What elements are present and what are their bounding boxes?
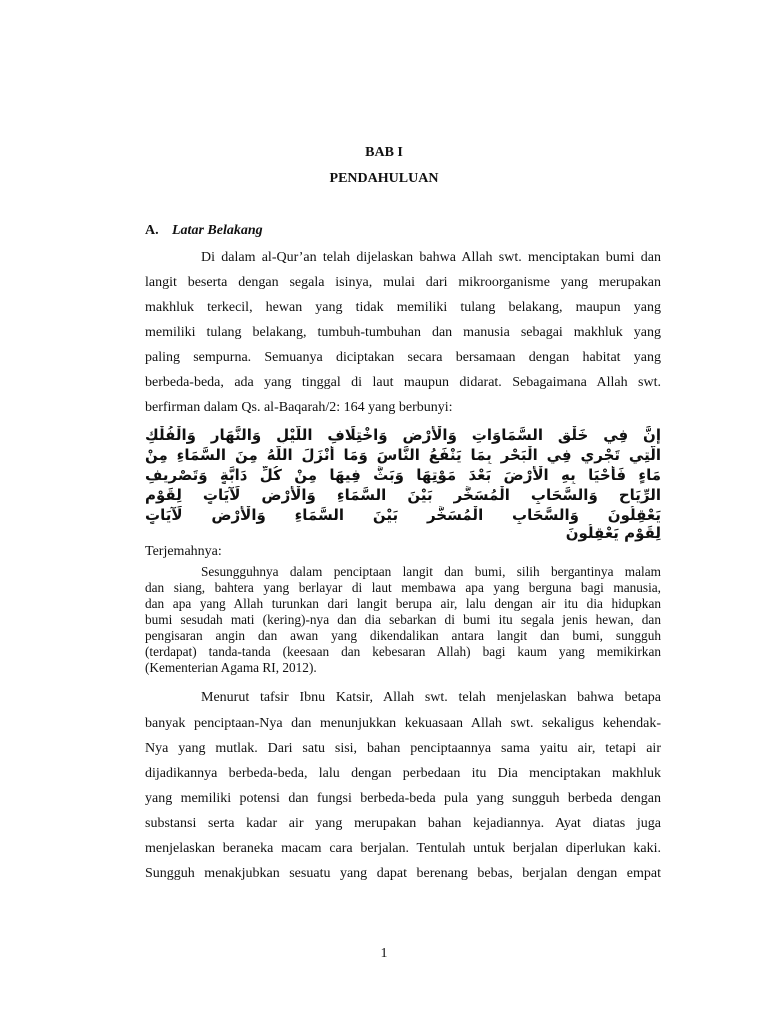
paragraph-line: Di dalam al-Qur’an telah dijelaskan bahwa Allah swt. menciptakan bumi dan bbox=[201, 250, 661, 265]
chapter-title: PENDAHULUAN bbox=[329, 171, 439, 186]
paragraph-line: memiliki tulang belakang, tumbuh-tumbuhan dan manusia sebagai makhluk yang bbox=[145, 325, 661, 340]
paragraph-line: Sungguh menakjubkan sesuatu yang dapat berenang bebas, berjalan dengan empat bbox=[145, 866, 661, 881]
arabic-verse-line: يَعْقِلُونَ وَالسَّحَابِ الْمُسَخَّرِ بَيْنَ السَّمَاءِ وَالْأَرْضِ لَآيَاتٍ bbox=[145, 506, 661, 524]
paragraph-line: makhluk terkecil, hewan yang tidak memiliki tulang belakang, maupun yang bbox=[145, 300, 661, 315]
arabic-verse-line: إِنَّ فِي خَلْقِ السَّمَاوَاتِ وَالْأَرْضِ وَاخْتِلَافِ اللَّيْلِ وَالنَّهَارِ وَالْفُلْكِ bbox=[145, 426, 661, 444]
paragraph-line: substansi serta kadar air yang merupakan bahan kejadiannya. Ayat diatas juga bbox=[145, 816, 661, 831]
section-heading bbox=[145, 223, 263, 239]
paragraph-line: menjelaskan beraneka macam cara berjalan. Tentulah untuk berjalan diperlukan kaki. bbox=[145, 841, 661, 856]
arabic-verse-line: لِقَوْمٍ يَعْقِلُونَ bbox=[565, 524, 661, 542]
paragraph-line: Nya yang mutlak. Dari satu sisi, bahan penciptaannya sama yaitu air, tetapi air bbox=[145, 741, 661, 756]
translation-line: pengisaran angin dan awan yang dikendalikan antara langit dan bumi, sungguh bbox=[145, 628, 661, 643]
paragraph-line: yang memiliki potensi dan fungsi berbeda-beda pula yang sungguh berbeda dengan bbox=[145, 791, 661, 806]
section-title: Latar Belakang bbox=[172, 223, 263, 238]
translation-line: bumi sesudah mati (kering)-nya dan dia sebarkan di bumi itu segala jenis hewan, dan bbox=[145, 612, 661, 627]
paragraph-line: banyak penciptaan-Nya dan menunjukkan kekuasaan Allah swt. sekaligus kehendak- bbox=[145, 716, 661, 731]
section-number: A. bbox=[145, 223, 159, 238]
paragraph-line: dijadikannya berbeda-beda, lalu dengan perbedaan itu Dia menciptakan makhluk bbox=[145, 766, 661, 781]
translation-line: (terdapat) tanda-tanda (keesaan dan kebesaran Allah) bagi kaum yang memikirkan bbox=[145, 644, 661, 659]
chapter-number: BAB I bbox=[365, 145, 403, 160]
page-number: 1 bbox=[380, 946, 388, 961]
translation-line: Sesungguhnya dalam penciptaan langit dan bumi, silih bergantinya malam bbox=[201, 564, 661, 579]
paragraph-line: paling sempurna. Semuanya diciptakan secara bersamaan dengan habitat yang bbox=[145, 350, 661, 365]
translation-line: (Kementerian Agama RI, 2012). bbox=[145, 660, 317, 675]
arabic-verse-line: مَاءٍ فَأَحْيَا بِهِ الْأَرْضَ بَعْدَ مَوْتِهَا وَبَثَّ فِيهَا مِنْ كُلِّ دَابَّةٍ وَتَصْرِيفِ bbox=[145, 466, 661, 484]
arabic-verse-line: الرِّيَاحِ وَالسَّحَابِ الْمُسَخَّرِ بَيْنَ السَّمَاءِ وَالْأَرْضِ لَآيَاتٍ لِقَوْمٍ bbox=[145, 486, 661, 504]
translation-line: dan apa yang Allah turunkan dari langit berupa air, lalu dengan air itu dia hidupkan bbox=[145, 596, 661, 611]
paragraph-line: berbeda-beda, ada yang tinggal di laut maupun didarat. Sebagaimana Allah swt. bbox=[145, 375, 661, 390]
translation-line: dan siang, bahtera yang berlayar di laut membawa apa yang berguna bagi manusia, bbox=[145, 580, 661, 595]
paragraph-line: langit beserta dengan segala isinya, mulai dari mikroorganisme yang merupakan bbox=[145, 275, 661, 290]
paragraph-line: berfirman dalam Qs. al-Baqarah/2: 164 yang berbunyi: bbox=[145, 400, 453, 415]
arabic-verse-line: الَّتِي تَجْرِي فِي الْبَحْرِ بِمَا يَنْفَعُ النَّاسَ وَمَا أَنْزَلَ اللَّهُ مِنَ السَّمَاءِ مِنْ bbox=[145, 446, 661, 464]
paragraph-line: Menurut tafsir Ibnu Katsir, Allah swt. telah menjelaskan bahwa betapa bbox=[201, 690, 661, 705]
translation-label: Terjemahnya: bbox=[145, 544, 222, 559]
